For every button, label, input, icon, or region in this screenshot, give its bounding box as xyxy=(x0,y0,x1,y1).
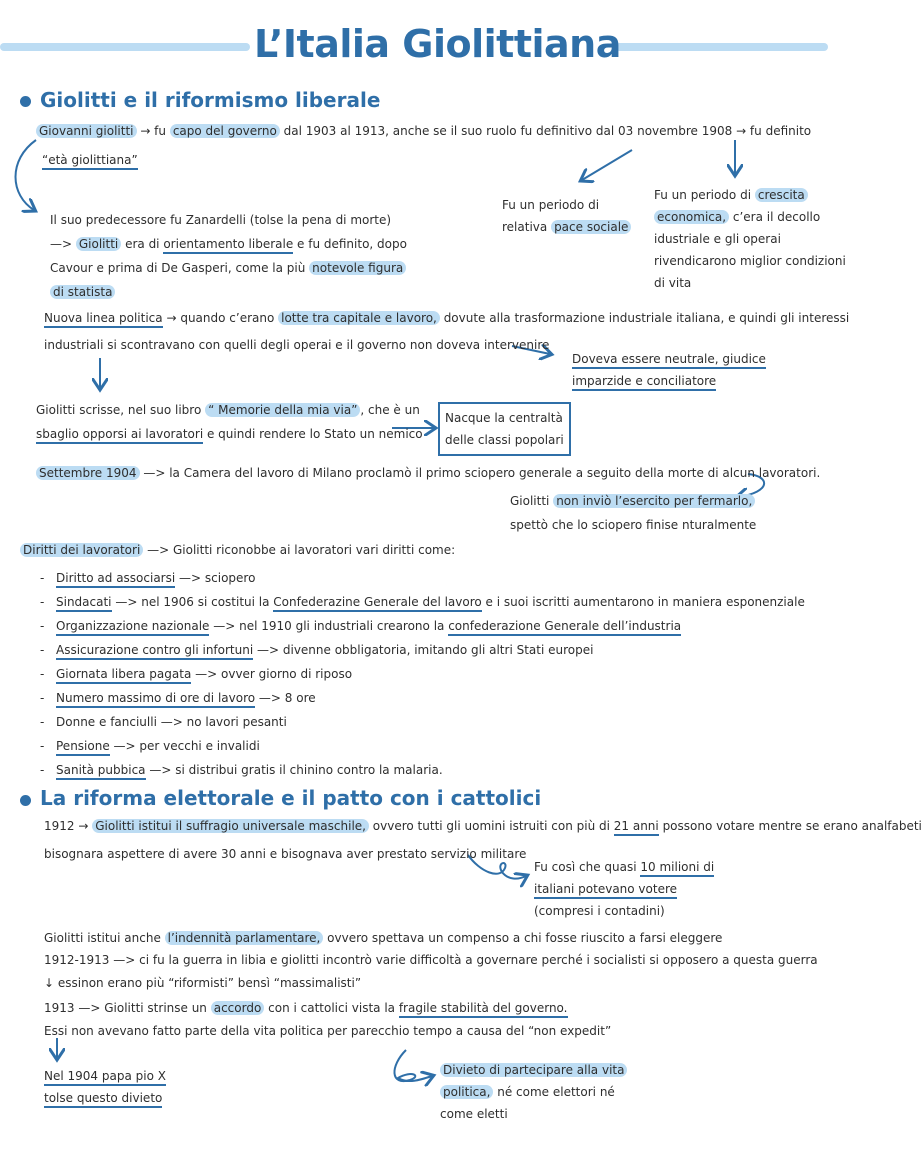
right-key: Giornata libera pagata xyxy=(56,667,191,684)
right-value: —> nel 1910 gli industriali crearono la xyxy=(209,619,449,633)
right-key: Assicurazione contro gli infortuni xyxy=(56,643,253,660)
page-title: L’Italia Giolittiana xyxy=(254,22,621,66)
right-key-2: Confederazine Generale del lavoro xyxy=(273,595,481,612)
text-indennita: Giolitti istitui anche l’indennità parlamentare, ovvero spettava un compenso a chi fosse riuscito a farsi eleggere xyxy=(44,931,723,945)
right-value: —> nel 1906 si costitui la xyxy=(111,595,274,609)
list-dash: - xyxy=(40,739,45,753)
right-key: Organizzazione nazionale xyxy=(56,619,209,636)
right-value: —> si distribui gratis il chinino contro la malaria. xyxy=(145,763,443,777)
list-dash: - xyxy=(40,643,45,657)
list-dash: - xyxy=(40,691,45,705)
paragraph-predecessore: Il suo predecessore fu Zanardelli (tolse la pena di morte) —> Giolitti era di orientamento liberale e fu definito, dopo Cavour e prima di De Gasperi, come la più notevole figura di statista xyxy=(50,213,407,299)
list-item xyxy=(40,566,805,590)
right-value: —> per vecchi e invalidi xyxy=(109,739,260,753)
curve-arrow-divieto xyxy=(394,1050,432,1081)
list-item xyxy=(40,710,805,734)
right-value: —> no lavori pesanti xyxy=(156,715,287,729)
text-suffragio: 1912 → Giolitti istitui il suffragio universale maschile, ovvero tutti gli uomini istruiti con più di 21 anni possono votare mentre se erano analfabeti xyxy=(44,819,922,833)
right-key: Pensione xyxy=(56,739,110,756)
right-key-2: confederazione Generale dell’industria xyxy=(448,619,681,636)
note-milioni: Fu così che quasi 10 milioni di italiani potevano votere (compresi i contadini) xyxy=(534,860,715,918)
list-item xyxy=(40,734,805,758)
text-line-giolitti: Giovanni giolitti → fu capo del governo dal 1903 al 1913, anche se il suo ruolo fu definitivo dal 03 novembre 1908 → fu definito xyxy=(36,124,811,138)
title-bar-left xyxy=(0,43,250,51)
section-heading-1: Giolitti e il riformismo liberale xyxy=(40,88,381,112)
right-value: —> 8 ore xyxy=(255,691,316,705)
note-pace-sociale: Fu un periodo di relativa pace sociale xyxy=(502,194,631,238)
right-key: Diritto ad associarsi xyxy=(56,571,175,588)
right-key: Sindacati xyxy=(56,595,112,612)
note-neutrale: Doveva essere neutrale, giudice imparzide e conciliatore xyxy=(572,348,766,392)
text-diritti-lavoratori: Diritti dei lavoratori —> Giolitti riconobbe ai lavoratori vari diritti come: xyxy=(20,543,455,557)
note-papa-pio: Nel 1904 papa pio X tolse questo divieto xyxy=(44,1065,166,1109)
list-dash: - xyxy=(40,715,45,729)
list-item xyxy=(40,662,805,686)
text-settembre-1904: Settembre 1904 —> la Camera del lavoro di Milano proclamò il primo sciopero generale a seguito della morte di alcun lavoratori. xyxy=(36,466,820,480)
note-esercito: Giolitti non inviò l’esercito per fermarlo, spettò che lo sciopero finise nturalmente xyxy=(510,494,757,532)
title-bar-right xyxy=(615,43,828,51)
curve-arrow-left xyxy=(16,140,37,210)
list-item xyxy=(40,590,805,614)
text-accordo: 1913 —> Giolitti strinse un accordo con i cattolici vista la fragile stabilità del governo. xyxy=(44,1001,568,1015)
list-dash: - xyxy=(40,667,45,681)
section-heading-2: La riforma elettorale e il patto con i cattolici xyxy=(40,786,542,810)
right-key: Numero massimo di ore di lavoro xyxy=(56,691,255,708)
text-massimalisti: ↓ essinon erano più “riformisti” bensì “massimalisti” xyxy=(44,976,362,990)
list-dash: - xyxy=(40,595,45,609)
note-crescita-economica: Fu un periodo di crescita economica, c’era il decollo idustriale e gli operai rivendicarono miglior condizioni di vita xyxy=(654,188,846,290)
right-key: Sanità pubbica xyxy=(56,763,146,780)
right-value: —> sciopero xyxy=(175,571,256,585)
text-nuova-linea-2: industriali si scontravano con quelli degli operai e il governo non doveva intervenire xyxy=(44,338,550,352)
right-key: Donne e fanciulli xyxy=(56,715,157,729)
list-dash: - xyxy=(40,619,45,633)
section-bullet xyxy=(20,96,31,107)
right-value: —> divenne obbligatoria, imitando gli altri Stati europei xyxy=(253,643,594,657)
section-bullet xyxy=(20,795,31,806)
list-item xyxy=(40,758,805,782)
paragraph-memorie: Giolitti scrisse, nel suo libro “ Memorie della mia via” , che è un sbaglio opporsi ai lavoratori e quindi rendere lo Stato un nemico xyxy=(36,398,423,446)
arrow-to-pace xyxy=(582,150,632,180)
text-non-expedit: Essi non avevano fatto parte della vita politica per parecchio tempo a causa del “non expedit” xyxy=(44,1024,612,1038)
list-item xyxy=(40,614,805,638)
text-eta-giolittiana: “età giolittiana” xyxy=(42,153,138,167)
note-divieto: Divieto di partecipare alla vita politica, né come elettori né come eletti xyxy=(440,1059,627,1125)
right-value-2: e i suoi iscritti aumentarono in maniera esponenziale xyxy=(481,595,805,609)
right-value: —> ovver giorno di riposo xyxy=(191,667,353,681)
text-libia: 1912-1913 —> ci fu la guerra in libia e giolitti incontrò varie difficoltà a governare perché i socialisti si opposero a questa guerra xyxy=(44,953,818,967)
text-nuova-linea: Nuova linea politica → quando c’erano lotte tra capitale e lavoro, dovute alla trasformazione industriale italiana, e quindi gli interessi xyxy=(44,311,849,325)
list-dash: - xyxy=(40,571,45,585)
list-item xyxy=(40,686,805,710)
rights-list xyxy=(40,566,805,782)
text-suffragio-2: bisognara aspettere di avere 30 anni e bisognava aver prestato servizio militare xyxy=(44,847,527,861)
box-classi-popolari: Nacque la centraltà delle classi popolari xyxy=(438,402,571,456)
list-dash: - xyxy=(40,763,45,777)
list-item xyxy=(40,638,805,662)
